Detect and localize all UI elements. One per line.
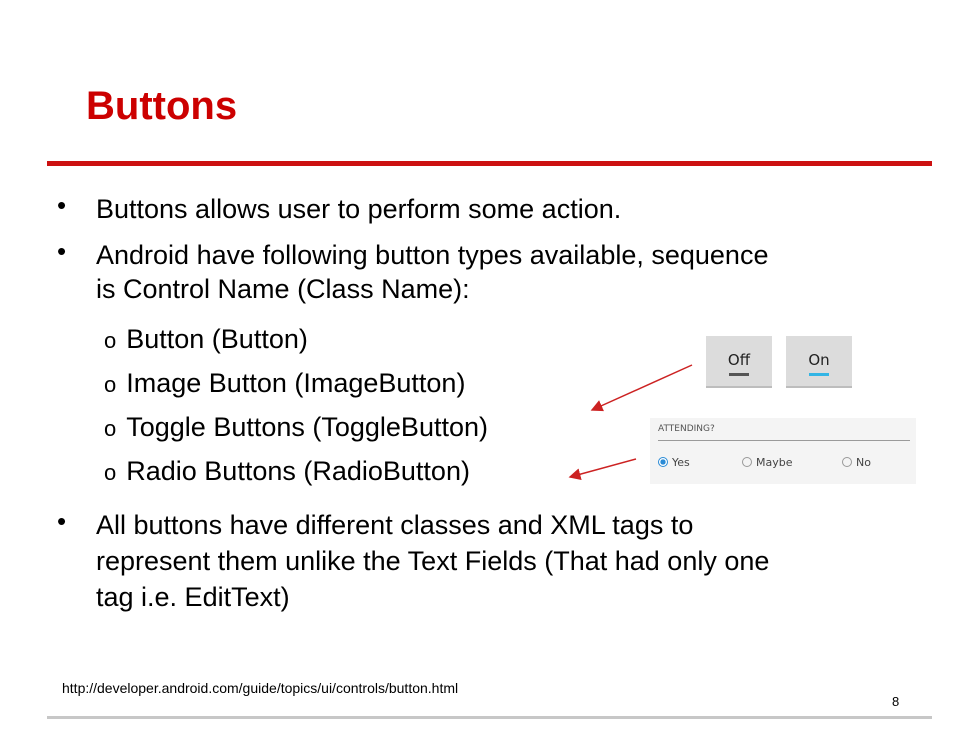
bullet-3-line-2: represent them unlike the Text Fields (That had only one — [96, 546, 770, 576]
bullet-dot: • — [57, 506, 67, 536]
bullet-dot: • — [57, 190, 67, 220]
radio-option-label: Yes — [672, 456, 690, 469]
subitem-text: Button (Button) — [126, 324, 308, 354]
footer-divider — [47, 716, 932, 719]
bullet-1-text: Buttons allows user to perform some action. — [96, 194, 622, 224]
radio-group-header: ATTENDING? — [658, 424, 715, 434]
page-number: 8 — [892, 694, 900, 709]
toggle-off-label: Off — [727, 351, 751, 369]
subitem-text: Radio Buttons (RadioButton) — [126, 456, 470, 486]
subitem-text: Toggle Buttons (ToggleButton) — [126, 412, 488, 442]
subitem-marker: o — [104, 372, 117, 397]
bullet-2-line-1: Android have following button types available, sequence — [96, 240, 769, 270]
source-url: http://developer.android.com/guide/topics/ui/controls/button.html — [62, 680, 459, 696]
radio-option-label: No — [856, 456, 871, 469]
subitem-marker: o — [104, 416, 117, 441]
bullet-2-line-2: is Control Name (Class Name): — [96, 274, 470, 304]
radio-pointer-arrow — [570, 459, 636, 477]
toggle-pointer-arrow — [592, 365, 692, 410]
subitem-marker: o — [104, 460, 117, 485]
subitem-text: Image Button (ImageButton) — [126, 368, 466, 398]
slide-title: Buttons — [86, 84, 238, 128]
bullet-dot: • — [57, 236, 67, 266]
radio-option-label: Maybe — [756, 456, 793, 469]
bullet-3-line-1: All buttons have different classes and XML tags to — [96, 510, 694, 540]
bullet-3-line-3: tag i.e. EditText) — [96, 582, 290, 612]
subitem-marker: o — [104, 328, 117, 353]
toggle-on-label: On — [808, 351, 830, 369]
